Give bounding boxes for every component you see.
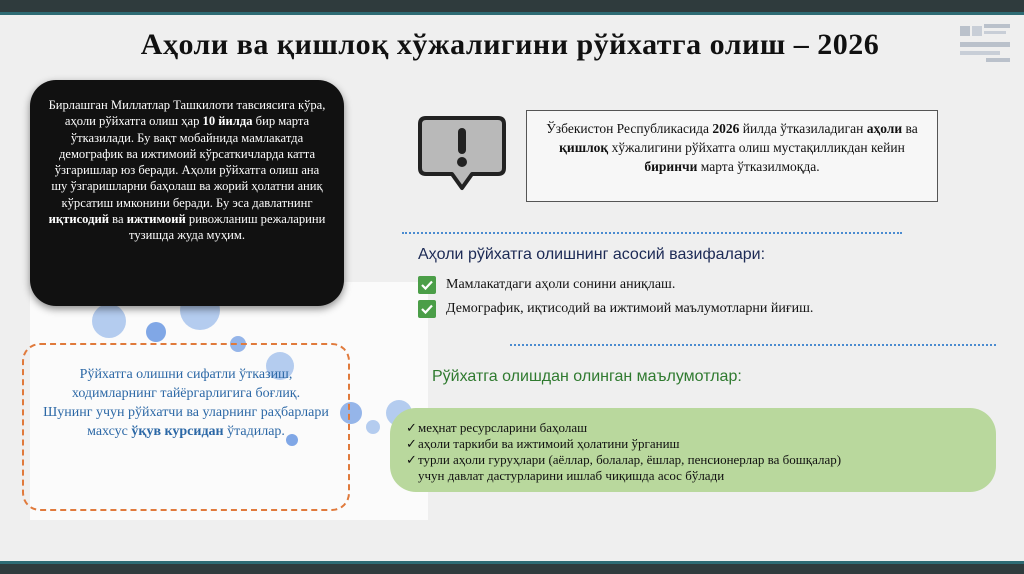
- training-box: Рўйхатга олишни сифатли ўтказиш, ходимларнинг тайёргарлигига боғлиқ. Шунинг учун рўйхатчи ва уларнинг раҳбарлари махсус ўқув курсидан ўтадилар.: [22, 343, 350, 511]
- result-item: ✓ аҳоли таркиби ва ижтимоий ҳолатини ўрганиш: [406, 436, 680, 451]
- check-icon: [418, 276, 436, 294]
- check-icon: [418, 300, 436, 318]
- intro-box: Бирлашган Миллатлар Ташкилоти тавсиясига кўра, аҳоли рўйхатга олиш ҳар 10 йилда бир марта ўтказилади. Бу вақт мобайнида мамлакатда демографик ва ижтимоий кўрсаткичларда катта ўзгаришлар юз беради. Аҳоли рўйхатга олиш ана шу ўзгаришларни баҳолаш ва жорий ҳолатни аниқ кўрсатиш имконини беради. Бу эса давлатнинг иқтисодий ва ижтимоий ривожланиш режаларини тузишда жуда муҳим.: [30, 80, 344, 306]
- results-title: Рўйхатга олишдан олинган маълумотлар:: [432, 368, 742, 385]
- alert-icon: [416, 112, 508, 194]
- logo-icon: [956, 20, 1016, 66]
- page-title: Аҳоли ва қишлоқ хўжалигини рўйхатга олиш – 2026: [140, 28, 880, 61]
- tasks-title: Аҳоли рўйхатга олишнинг асосий вазифалари:: [418, 246, 766, 263]
- top-bar-accent: [0, 12, 1024, 15]
- result-item: ✓ меҳнат ресурсларини баҳолаш: [406, 420, 588, 435]
- divider: [510, 344, 996, 346]
- task-item: Мамлакатдаги аҳоли сонини аниқлаш.: [418, 276, 675, 294]
- result-item: ✓ турли аҳоли гуруҳлари (аёллар, болалар, ёшлар, пенсионерлар ва бошқалар): [406, 452, 842, 467]
- bottom-bar: [0, 564, 1024, 574]
- top-bar: [0, 0, 1024, 12]
- info-box: Ўзбекистон Республикасида 2026 йилда ўтказиладиган аҳоли ва қишлоқ хўжалигини рўйхатга олиш мустақилликдан кейин биринчи марта ўтказилмоқда.: [526, 110, 938, 202]
- task-item: Демографик, иқтисодий ва ижтимоий маълумотларни йиғиш.: [418, 300, 813, 318]
- results-box: [390, 408, 996, 492]
- result-continuation: учун давлат дастурларини ишлаб чиқишда асос бўлади: [418, 468, 725, 483]
- divider: [402, 232, 902, 234]
